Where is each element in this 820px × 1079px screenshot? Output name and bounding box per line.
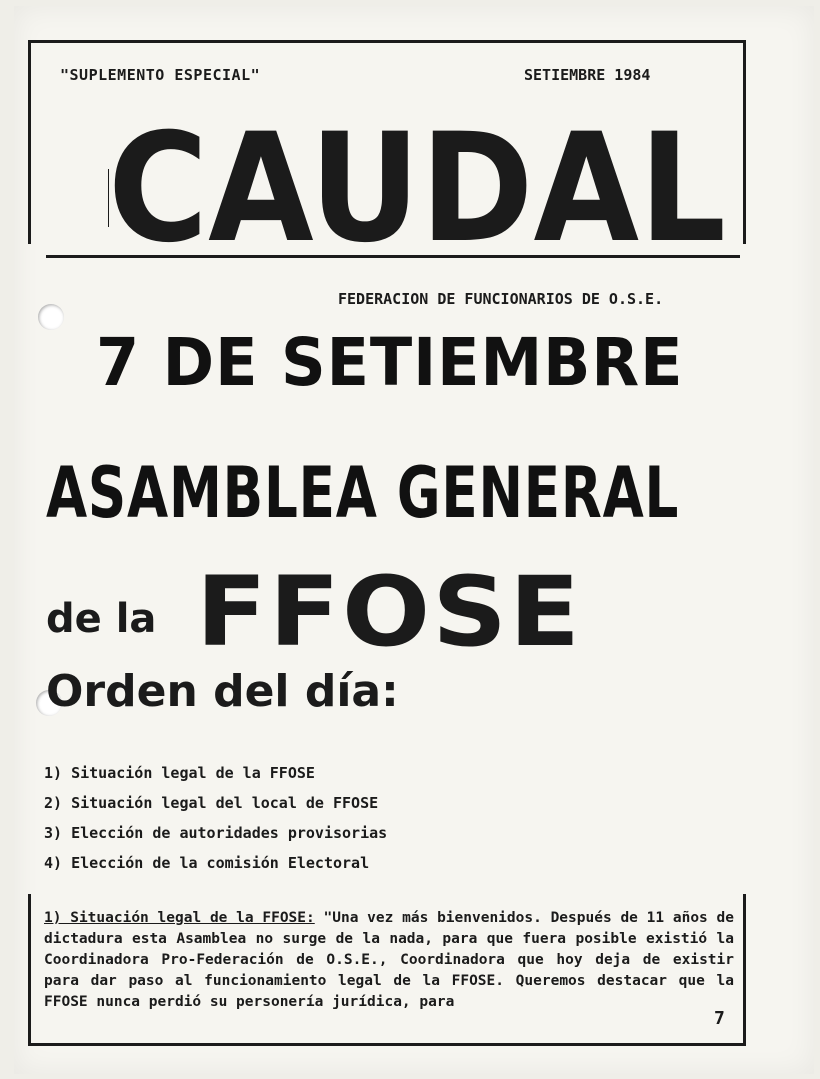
- headline-assembly: ASAMBLEA GENERAL: [46, 452, 680, 534]
- masthead-logo: [108, 116, 728, 256]
- article-lead: 1) Situación legal de la FFOSE:: [44, 910, 315, 926]
- supplement-label: "SUPLEMENTO ESPECIAL": [60, 66, 261, 84]
- federation-name: FEDERACION DE FUNCIONARIOS DE O.S.E.: [338, 290, 664, 308]
- headline-of-the: de la: [46, 596, 157, 642]
- agenda-item: 3) Elección de autoridades provisorias: [44, 824, 388, 842]
- agenda-list: [44, 758, 387, 878]
- agenda-item: 2) Situación legal del local de FFOSE: [44, 794, 379, 812]
- article-text: "Una vez más bienvenidos. Después de 11 años de dictadura esta Asamblea no surge de la nada, para que fuera posible existió la Coordinadora Pro-Federación de O.S.E., Coordinadora que hoy deja de existir para dar paso al funcionamiento legal de la FFOSE. Queremos destacar que la FFOSE nunca perdió su personería jurídica, para: [44, 910, 734, 1010]
- headline-org: FFOSE: [196, 556, 583, 668]
- issue-date: SETIEMBRE 1984: [524, 66, 651, 84]
- agenda-item: 1) Situación legal de la FFOSE: [44, 764, 315, 782]
- agenda-item: 4) Elección de la comisión Electoral: [44, 854, 370, 872]
- punch-hole: [38, 304, 64, 330]
- page-number: 7: [714, 1008, 725, 1029]
- masthead-title: CAUDAL: [108, 116, 726, 256]
- headline-date: 7 DE SETIEMBRE: [96, 324, 684, 401]
- article-body: [44, 908, 734, 1013]
- agenda-title: Orden del día:: [46, 666, 399, 717]
